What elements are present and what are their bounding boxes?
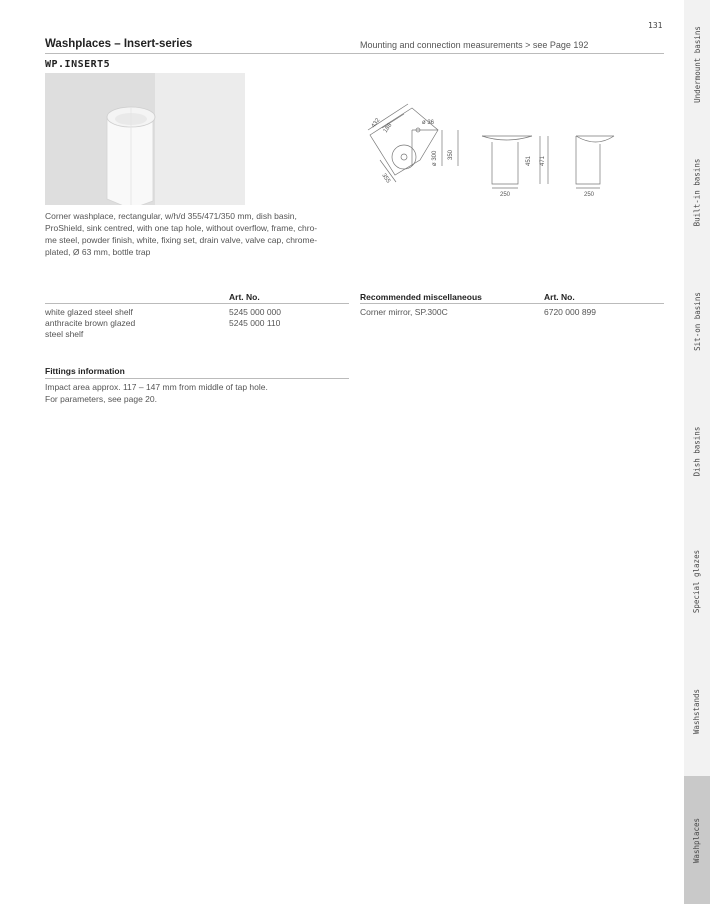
- dim-250-side: 250: [584, 192, 595, 198]
- tab-undermount-basins[interactable]: Undermount basins: [692, 25, 702, 103]
- articles-divider: [45, 303, 349, 304]
- dim-451: 451: [526, 155, 532, 166]
- dim-471: 471: [540, 155, 546, 166]
- misc-header: Recommended miscellaneous: [360, 292, 482, 302]
- corner-basin-image: [45, 73, 245, 205]
- article-name: anthracite brown glazed: [45, 318, 136, 328]
- page-title: Washplaces – Insert-series: [45, 38, 193, 50]
- misc-item-name: Corner mirror, SP.300C: [360, 307, 448, 317]
- dim-432: 432: [370, 117, 382, 130]
- tab-washstands[interactable]: Washstands: [692, 688, 702, 734]
- fittings-line: Impact area approx. 117 – 147 mm from middle of tap hole.: [45, 382, 268, 392]
- tab-sit-on-basins[interactable]: Sit-on basins: [692, 291, 702, 351]
- misc-divider: [360, 303, 664, 304]
- page-number: 131: [648, 21, 663, 30]
- article-name-continued: steel shelf: [45, 329, 84, 339]
- side-view-drawing: [576, 136, 614, 188]
- mounting-reference-link[interactable]: Mounting and connection measurements > see Page 192: [360, 40, 589, 50]
- tab-washplaces[interactable]: Washplaces: [684, 776, 710, 904]
- product-description: [45, 210, 350, 258]
- dim-250-front: 250: [500, 192, 511, 198]
- fittings-header: Fittings information: [45, 366, 125, 376]
- description-line: plated, Ø 63 mm, bottle trap: [45, 247, 151, 257]
- technical-drawings: [360, 100, 620, 210]
- article-name: white glazed steel shelf: [45, 307, 133, 317]
- fittings-text: [45, 381, 268, 405]
- fittings-divider: [45, 378, 349, 379]
- product-model-code: WP.INSERT5: [45, 59, 111, 70]
- dim-bowl-diameter: ø 300: [432, 150, 438, 166]
- article-number: 5245 000 110: [229, 318, 281, 328]
- misc-item-number: 6720 000 899: [544, 307, 596, 317]
- description-line: me steel, powder finish, white, fixing set, drain valve, valve cap, chrome-: [45, 235, 318, 245]
- misc-art-no-header: Art. No.: [544, 292, 575, 302]
- dim-188: 188: [382, 122, 394, 135]
- front-view-drawing: [482, 136, 548, 188]
- tab-special-glazes[interactable]: Special glazes: [692, 549, 702, 613]
- header-divider: [45, 53, 664, 54]
- dim-tap-hole: ø 36: [422, 120, 435, 126]
- tab-dish-basins[interactable]: Dish basins: [692, 426, 702, 476]
- category-sidebar: [684, 0, 710, 904]
- tab-built-in-basins[interactable]: Built-in basins: [692, 158, 702, 226]
- plan-view-drawing: [368, 104, 458, 182]
- dim-350: 350: [448, 149, 454, 160]
- dim-355: 355: [380, 172, 392, 185]
- product-photo: [45, 73, 245, 205]
- description-line: Corner washplace, rectangular, w/h/d 355/471/350 mm, dish basin,: [45, 211, 297, 221]
- article-number: 5245 000 000: [229, 307, 281, 317]
- description-line: ProShield, sink centred, with one tap hole, without overflow, frame, chro-: [45, 223, 318, 233]
- fittings-line: For parameters, see page 20.: [45, 394, 157, 404]
- articles-art-no-header: Art. No.: [229, 292, 260, 302]
